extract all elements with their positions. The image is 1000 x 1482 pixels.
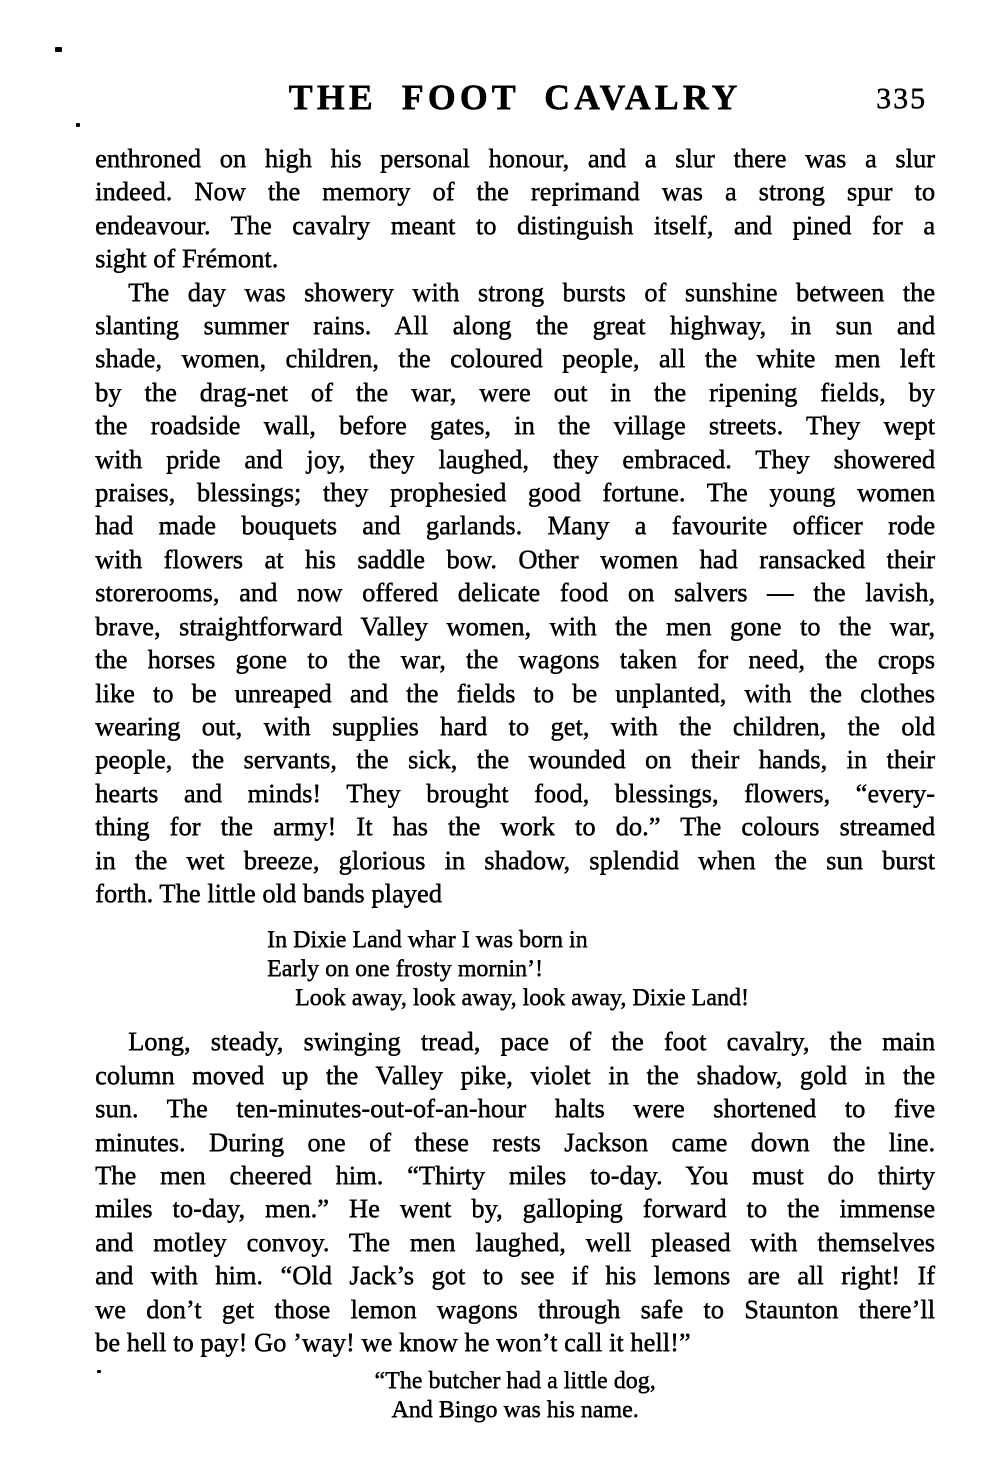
text-line: and motley convoy. The men laughed, well pleased with themselves xyxy=(95,1226,935,1257)
song-quote-bingo xyxy=(95,1367,935,1425)
paragraph-1 xyxy=(95,142,935,276)
text-line: and with him. “Old Jack’s got to see if his lemons are all right! If xyxy=(95,1260,935,1291)
scan-speckle xyxy=(97,1370,101,1373)
page-number: 335 xyxy=(876,82,927,115)
text-line: be hell to pay! Go ’way! we know he won’t call it hell!” xyxy=(95,1327,691,1357)
text-line: the horses gone to the war, the wagons taken for need, the crops xyxy=(95,644,935,675)
text-line: forth. The little old bands played xyxy=(95,877,442,908)
text-line: wearing out, with supplies hard to get, with the children, the old xyxy=(95,710,935,741)
song-quote-dixie xyxy=(267,926,935,1013)
text-line: indeed. Now the memory of the reprimand was a strong spur to xyxy=(95,176,935,207)
text-line: storerooms, and now offered delicate food on salvers — the lavish, xyxy=(95,577,935,608)
text-line: enthroned on high his personal honour, and a slur there was a slur xyxy=(95,143,935,173)
text-line: praises, blessings; they prophesied good fortune. The young women xyxy=(95,477,935,508)
verse-line: Early on one frosty mornin’! xyxy=(267,956,543,983)
body-text xyxy=(95,142,935,1425)
verse-line: And Bingo was his name. xyxy=(391,1397,639,1424)
text-line: thing for the army! It has the work to do.” The colours streamed xyxy=(95,811,935,842)
paragraph-2 xyxy=(95,276,935,911)
text-line: hearts and minds! They brought food, blessings, flowers, “every- xyxy=(95,777,935,808)
text-line: brave, straightforward Valley women, with the men gone to the war, xyxy=(95,610,935,641)
running-header xyxy=(95,76,935,128)
text-line: The men cheered him. “Thirty miles to-day. You must do thirty xyxy=(95,1159,935,1190)
text-line: miles to-day, men.” He went by, galloping forward to the immense xyxy=(95,1193,935,1224)
text-line: shade, women, children, the coloured people, all the white men left xyxy=(95,343,935,374)
text-line: endeavour. The cavalry meant to distinguish itself, and pined for a xyxy=(95,209,935,240)
text-line: column moved up the Valley pike, violet in the shadow, gold in the xyxy=(95,1059,935,1090)
text-line: had made bouquets and garlands. Many a favourite officer rode xyxy=(95,510,935,541)
verse-line: Look away, look away, look away, Dixie Land! xyxy=(295,985,749,1012)
page-header-title: THE FOOT CAVALRY xyxy=(288,77,742,117)
text-line: The day was showery with strong bursts of sunshine between the xyxy=(128,276,935,307)
text-line: with flowers at his saddle bow. Other women had ransacked their xyxy=(95,543,935,574)
text-line: with pride and joy, they laughed, they embraced. They showered xyxy=(95,443,935,474)
text-line: sight of Frémont. xyxy=(95,243,279,274)
text-line: slanting summer rains. All along the great highway, in sun and xyxy=(95,310,935,341)
text-line: minutes. During one of these rests Jackson came down the line. xyxy=(95,1126,935,1157)
text-line: Long, steady, swinging tread, pace of the foot cavalry, the main xyxy=(128,1026,935,1057)
text-line: by the drag-net of the war, were out in the ripening fields, by xyxy=(95,376,935,407)
scan-speckle xyxy=(55,47,62,52)
text-line: in the wet breeze, glorious in shadow, splendid when the sun burst xyxy=(95,844,935,875)
text-line: like to be unreaped and the fields to be unplanted, with the clothes xyxy=(95,677,935,708)
verse-line: In Dixie Land whar I was born in xyxy=(267,927,588,954)
text-line: the roadside wall, before gates, in the village streets. They wept xyxy=(95,410,935,441)
text-line: sun. The ten-minutes-out-of-an-hour halts were shortened to five xyxy=(95,1093,935,1124)
paragraph-3 xyxy=(95,1025,935,1359)
verse-line: “The butcher had a little dog, xyxy=(374,1368,656,1395)
scan-speckle xyxy=(76,123,80,127)
text-line: people, the servants, the sick, the wounded on their hands, in their xyxy=(95,744,935,775)
text-line: we don’t get those lemon wagons through safe to Staunton there’ll xyxy=(95,1293,935,1324)
